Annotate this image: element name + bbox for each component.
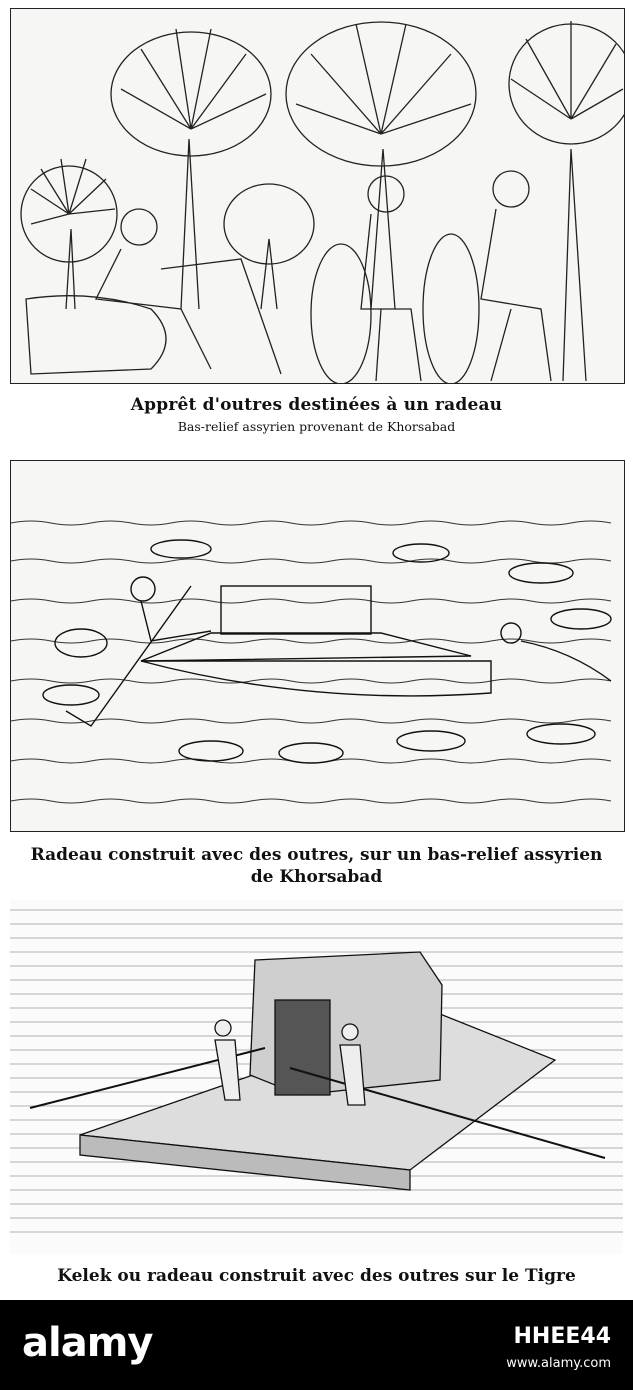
plate2-caption <box>0 844 633 888</box>
illustration-skins-preparation <box>10 8 625 384</box>
kelek-engraving <box>10 900 623 1254</box>
plate3-caption: Kelek ou radeau construit avec des outres sur le Tigre <box>57 1266 576 1286</box>
watermark-url: www.alamy.com <box>506 1356 611 1371</box>
image-id: HHEE44 <box>513 1324 611 1349</box>
illustration-kelek-raft <box>10 900 623 1254</box>
relief-engraving-palms <box>11 9 624 383</box>
relief-engraving-raft <box>11 461 624 831</box>
stock-watermark-bar <box>0 1300 633 1390</box>
plate2-caption-line2: de Khorsabad <box>250 867 383 887</box>
plate2-caption-line1: Radeau construit avec des outres, sur un bas-relief assyrien <box>30 845 603 865</box>
plate1-subcaption: Bas-relief assyrien provenant de Khorsabad <box>177 419 456 434</box>
alamy-logo: alamy <box>22 1320 153 1366</box>
illustration-raft-relief <box>10 460 625 832</box>
plate1-caption: Apprêt d'outres destinées à un radeau <box>130 395 503 415</box>
